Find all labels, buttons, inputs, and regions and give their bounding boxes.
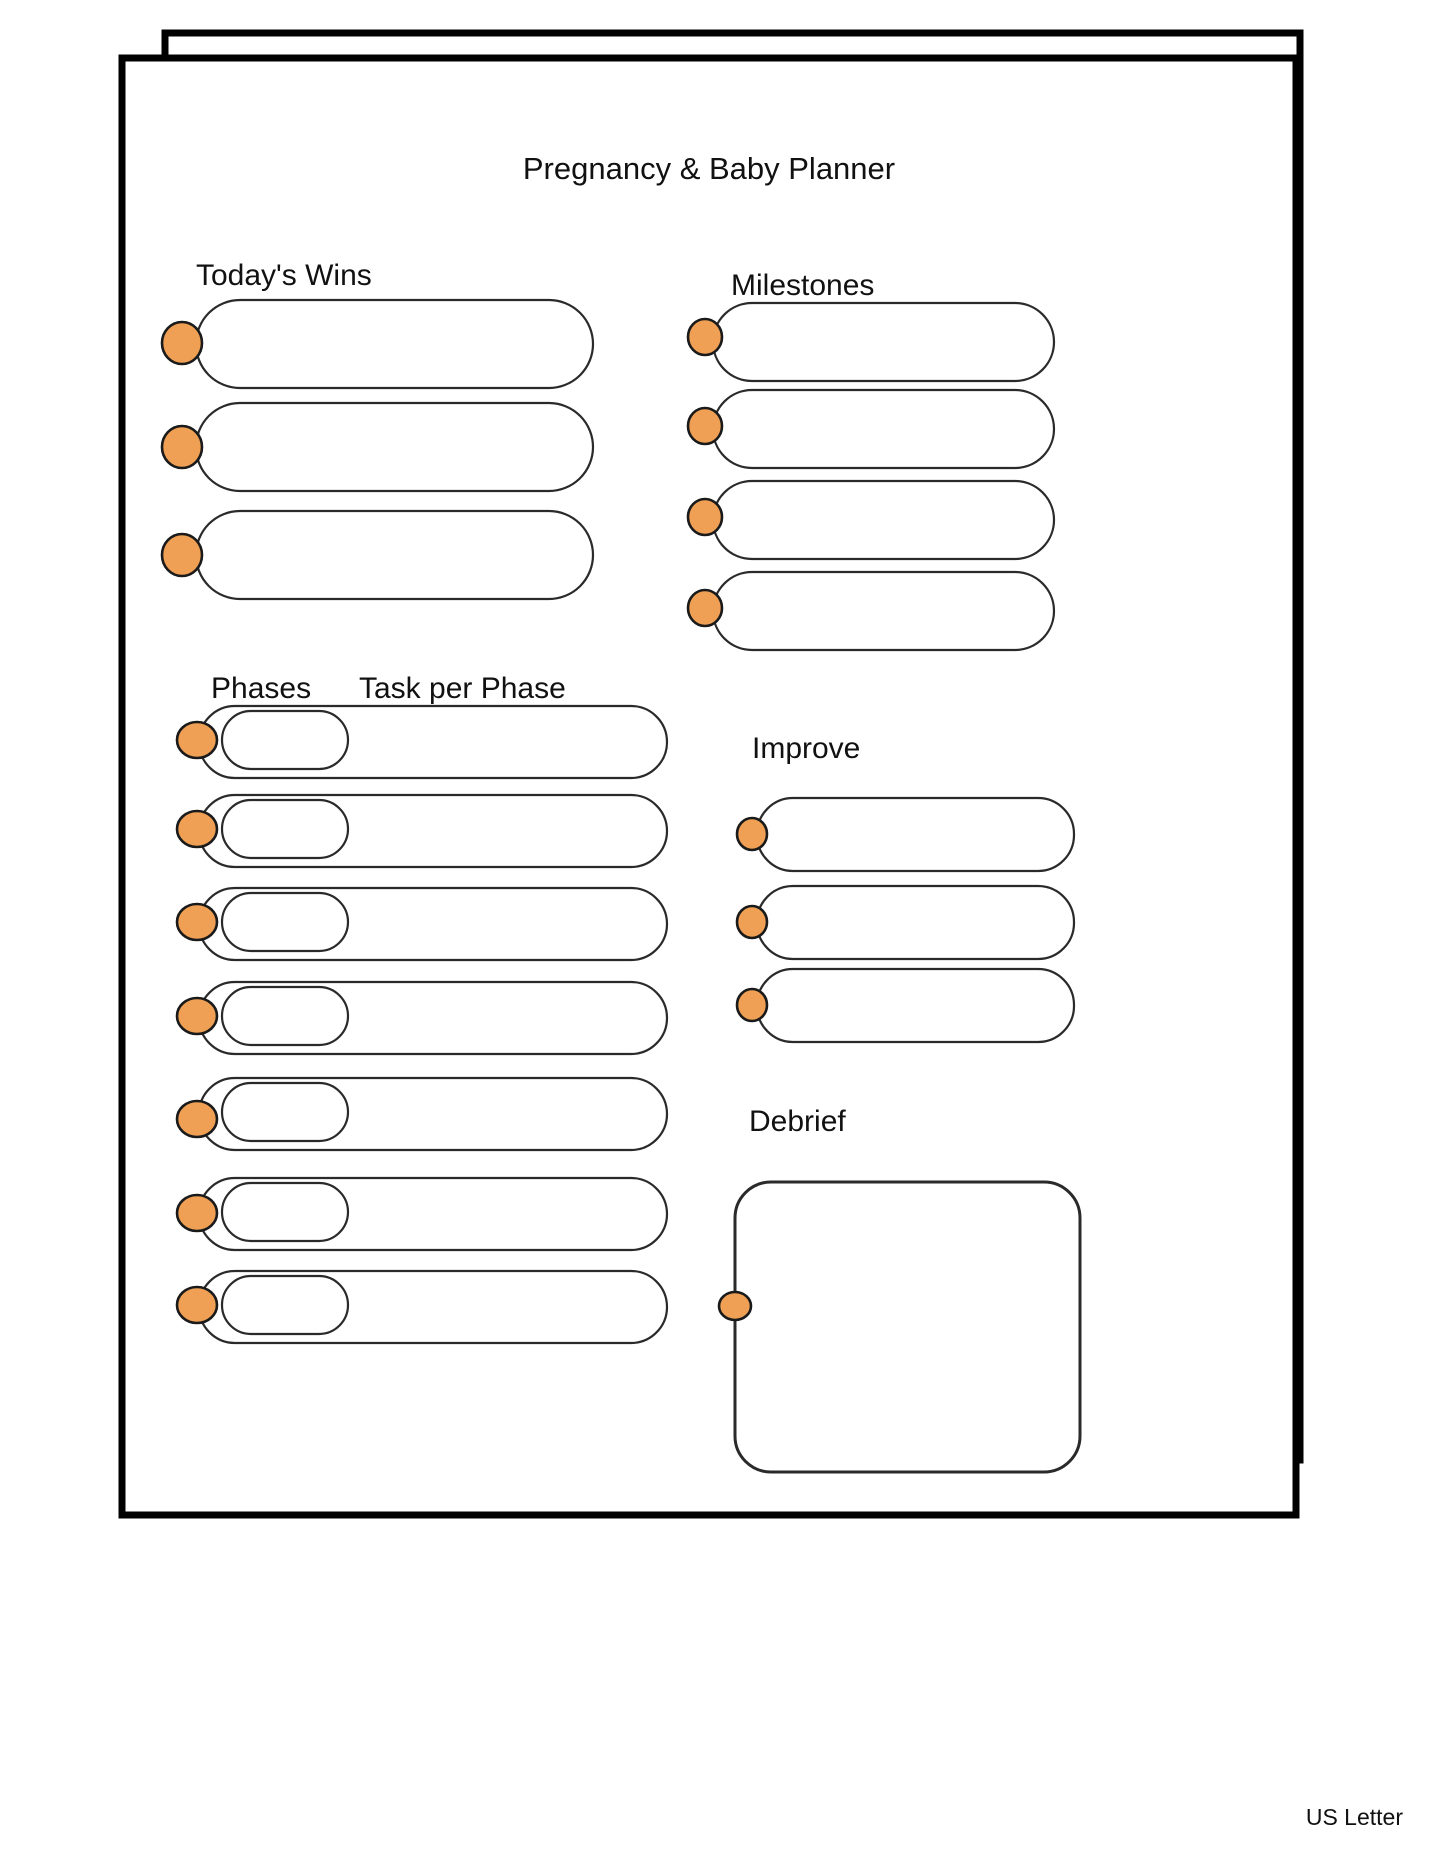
bullet-marker-icon xyxy=(688,590,722,626)
bullet-marker-icon xyxy=(177,1195,217,1231)
bullet-marker-icon xyxy=(177,811,217,847)
section-todays-wins xyxy=(162,259,593,599)
phase-row-7[interactable] xyxy=(177,1271,667,1343)
todays-wins-row-1[interactable] xyxy=(162,300,593,388)
bullet-marker-icon xyxy=(737,818,767,850)
phase-field-3[interactable] xyxy=(222,893,348,951)
phase-field-2[interactable] xyxy=(222,800,348,858)
bullet-marker-icon xyxy=(177,904,217,940)
bullet-marker-icon xyxy=(719,1292,751,1320)
debrief-row[interactable] xyxy=(719,1182,1080,1472)
bullet-marker-icon xyxy=(177,998,217,1034)
phase-row-4[interactable] xyxy=(177,982,667,1054)
bullet-marker-icon xyxy=(162,534,202,576)
milestones-row-1[interactable] xyxy=(688,303,1054,381)
phase-row-2[interactable] xyxy=(177,795,667,867)
bullet-marker-icon xyxy=(688,499,722,535)
milestones-row-3[interactable] xyxy=(688,481,1054,559)
phase-row-1[interactable] xyxy=(177,706,667,778)
paper-size-label: US Letter xyxy=(1305,1804,1403,1830)
improve-field-1[interactable] xyxy=(757,798,1074,871)
phase-row-6[interactable] xyxy=(177,1178,667,1250)
phase-field-4[interactable] xyxy=(222,987,348,1045)
milestones-field-3[interactable] xyxy=(713,481,1054,559)
phase-row-3[interactable] xyxy=(177,888,667,960)
bullet-marker-icon xyxy=(737,989,767,1021)
task-per-phase-column-heading: Task per Phase xyxy=(359,672,566,705)
phase-row-5[interactable] xyxy=(177,1078,667,1150)
milestones-field-1[interactable] xyxy=(713,303,1054,381)
todays-wins-heading: Today's Wins xyxy=(196,259,372,292)
milestones-row-4[interactable] xyxy=(688,572,1054,650)
milestones-heading: Milestones xyxy=(731,269,875,302)
bullet-marker-icon xyxy=(688,319,722,355)
bullet-marker-icon xyxy=(177,1287,217,1323)
bullet-marker-icon xyxy=(177,1101,217,1137)
improve-field-3[interactable] xyxy=(757,969,1074,1042)
todays-wins-field-1[interactable] xyxy=(196,300,593,388)
improve-field-2[interactable] xyxy=(757,886,1074,959)
todays-wins-row-2[interactable] xyxy=(162,403,593,491)
todays-wins-row-3[interactable] xyxy=(162,511,593,599)
milestones-row-2[interactable] xyxy=(688,390,1054,468)
bullet-marker-icon xyxy=(688,408,722,444)
debrief-heading: Debrief xyxy=(749,1105,846,1138)
improve-heading: Improve xyxy=(752,732,861,765)
bullet-marker-icon xyxy=(177,722,217,758)
todays-wins-field-3[interactable] xyxy=(196,511,593,599)
improve-row-2[interactable] xyxy=(737,886,1074,959)
milestones-field-2[interactable] xyxy=(713,390,1054,468)
section-milestones xyxy=(688,269,1054,650)
page-title: Pregnancy & Baby Planner xyxy=(522,151,896,186)
milestones-field-4[interactable] xyxy=(713,572,1054,650)
todays-wins-field-2[interactable] xyxy=(196,403,593,491)
improve-row-1[interactable] xyxy=(737,798,1074,871)
bullet-marker-icon xyxy=(162,426,202,468)
section-phases xyxy=(177,672,667,1343)
improve-row-3[interactable] xyxy=(737,969,1074,1042)
phase-field-5[interactable] xyxy=(222,1083,348,1141)
debrief-field[interactable] xyxy=(735,1182,1080,1472)
phase-field-6[interactable] xyxy=(222,1183,348,1241)
bullet-marker-icon xyxy=(737,906,767,938)
phases-column-heading: Phases xyxy=(211,672,312,705)
phase-field-1[interactable] xyxy=(222,711,348,769)
bullet-marker-icon xyxy=(162,322,202,364)
phase-field-7[interactable] xyxy=(222,1276,348,1334)
